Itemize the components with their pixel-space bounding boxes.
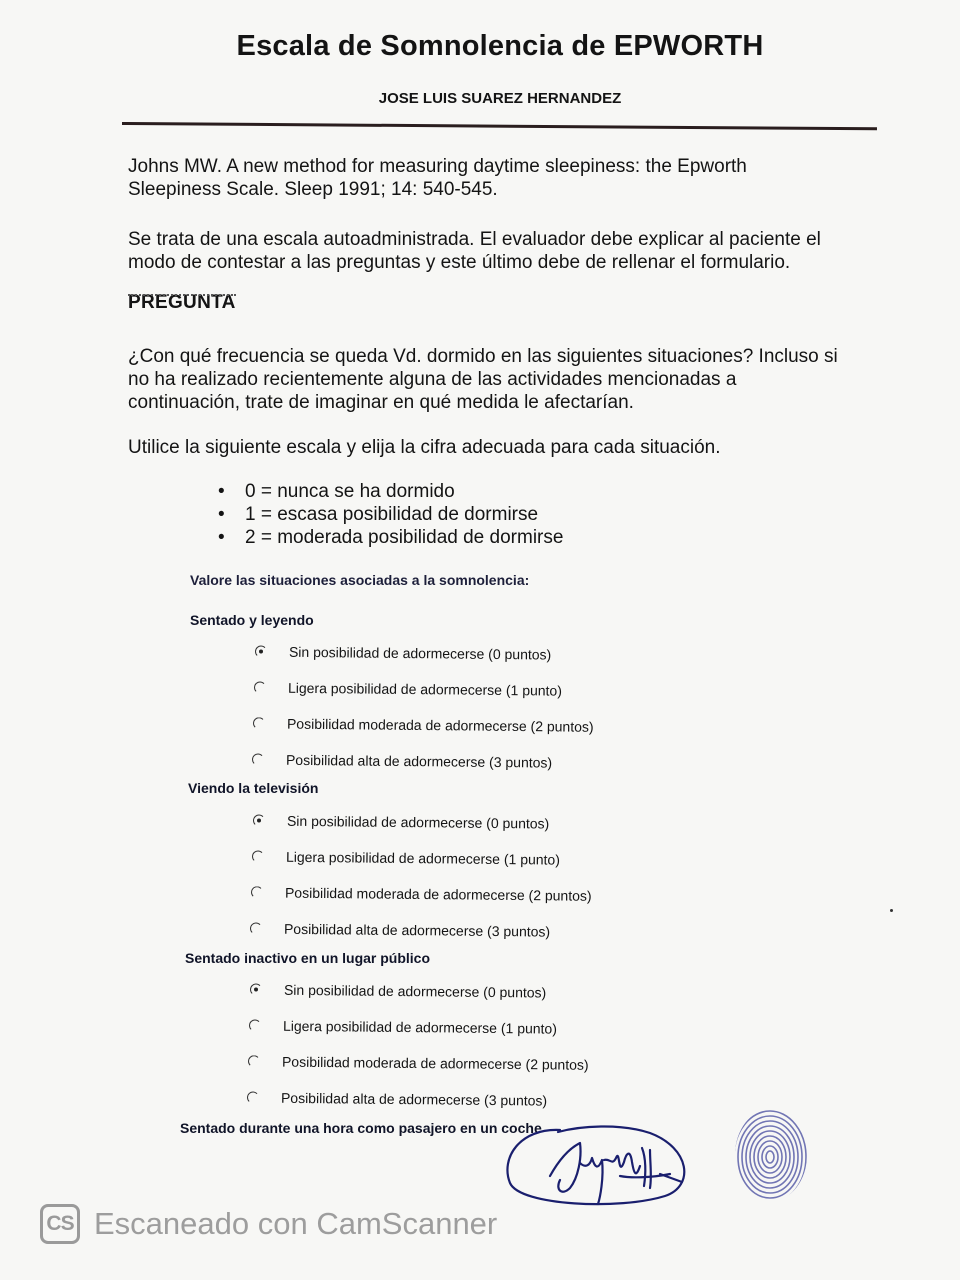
radio-unchecked-icon[interactable] — [252, 753, 264, 765]
radio-option-label: Ligera posibilidad de adormecerse (1 punto) — [285, 848, 561, 868]
radio-option-label: Sin posibilidad de adormecerse (0 puntos) — [288, 643, 552, 663]
radio-option[interactable] — [248, 1053, 589, 1073]
question-paragraph — [128, 345, 878, 414]
scale-item: • 0 = nunca se ha dormido — [218, 480, 563, 503]
scale-item: • 2 = moderada posibilidad de dormirse — [218, 526, 563, 549]
reference-citation — [128, 155, 878, 201]
radio-checked-icon[interactable] — [255, 645, 267, 657]
radio-unchecked-icon[interactable] — [253, 717, 265, 729]
situation-label: Sentado durante una hora como pasajero en un coche — [180, 1120, 542, 1136]
intro-paragraph — [128, 228, 878, 274]
radio-option-label: Posibilidad alta de adormecerse (3 puntos) — [285, 751, 553, 771]
camscanner-logo: CS — [40, 1204, 80, 1244]
question-line: ¿Con qué frecuencia se queda Vd. dormido en las siguientes situaciones? Incluso si — [128, 346, 838, 367]
radio-unchecked-icon[interactable] — [249, 1019, 261, 1031]
scale-item: • 1 = escasa posibilidad de dormirse — [218, 503, 563, 526]
radio-unchecked-icon[interactable] — [248, 1055, 260, 1067]
radio-option-label: Posibilidad moderada de adormecerse (2 puntos) — [284, 884, 592, 904]
author-name: JOSE LUIS SUAREZ HERNANDEZ — [378, 90, 622, 107]
radio-option-label: Ligera posibilidad de adormecerse (1 punto) — [282, 1017, 558, 1037]
radio-option[interactable] — [253, 715, 594, 735]
scan-speck — [890, 909, 893, 912]
radio-unchecked-icon[interactable] — [252, 850, 264, 862]
radio-option[interactable] — [251, 884, 592, 904]
radio-unchecked-icon[interactable] — [247, 1091, 259, 1103]
radio-option[interactable] — [254, 679, 562, 698]
question-line: no ha realizado recientemente alguna de las actividades mencionadas a — [128, 369, 737, 390]
scale-list — [218, 480, 563, 549]
radio-unchecked-icon[interactable] — [254, 681, 266, 693]
radio-option-label: Sin posibilidad de adormecerse (0 puntos) — [283, 981, 547, 1001]
radio-option-label: Posibilidad moderada de adormecerse (2 puntos) — [281, 1053, 589, 1073]
radio-unchecked-icon[interactable] — [250, 922, 262, 934]
radio-option[interactable] — [253, 812, 549, 831]
radio-option[interactable] — [250, 981, 546, 1000]
radio-checked-icon[interactable] — [253, 814, 265, 826]
radio-option-label: Posibilidad alta de adormecerse (3 puntos) — [283, 920, 551, 940]
radio-option[interactable] — [249, 1017, 557, 1036]
radio-option[interactable] — [250, 920, 550, 939]
radio-unchecked-icon[interactable] — [251, 886, 263, 898]
radio-option[interactable] — [252, 848, 560, 867]
document-title: Escala de Somnolencia de EPWORTH — [236, 30, 764, 62]
radio-option-label: Posibilidad alta de adormecerse (3 puntos) — [280, 1089, 548, 1109]
question-line: continuación, trate de imaginar en qué medida le afectarían. — [128, 392, 634, 413]
intro-line: Se trata de una escala autoadministrada. El evaluador debe explicar al paciente el — [128, 229, 821, 250]
reference-line: Johns MW. A new method for measuring daytime sleepiness: the Epworth — [128, 156, 747, 177]
radio-option[interactable] — [252, 751, 552, 770]
intro-line: modo de contestar a las preguntas y este último debe de rellenar el formulario. — [128, 252, 791, 273]
radio-option[interactable] — [247, 1089, 547, 1108]
situation-label: Sentado inactivo en un lugar público — [185, 950, 431, 966]
scale-instruction: Utilice la siguiente escala y elija la cifra adecuada para cada situación. — [128, 437, 721, 458]
header-divider — [122, 122, 877, 130]
situation-label: Viendo la televisión — [188, 780, 319, 796]
radio-option-label: Sin posibilidad de adormecerse (0 puntos) — [286, 812, 550, 832]
radio-option[interactable] — [255, 643, 551, 662]
question-heading: PREGUNTA — [128, 292, 236, 313]
radio-option-label: Posibilidad moderada de adormecerse (2 puntos) — [286, 715, 594, 735]
signature — [500, 1118, 700, 1218]
fingerprint — [730, 1105, 812, 1205]
radio-checked-icon[interactable] — [250, 983, 262, 995]
radio-option-label: Ligera posibilidad de adormecerse (1 punto) — [287, 679, 563, 699]
camscanner-watermark: Escaneado con CamScanner — [94, 1206, 498, 1241]
form-instruction: Valore las situaciones asociadas a la somnolencia: — [190, 572, 530, 588]
situation-label: Sentado y leyendo — [190, 612, 314, 628]
reference-line: Sleepiness Scale. Sleep 1991; 14: 540-545. — [128, 179, 498, 200]
